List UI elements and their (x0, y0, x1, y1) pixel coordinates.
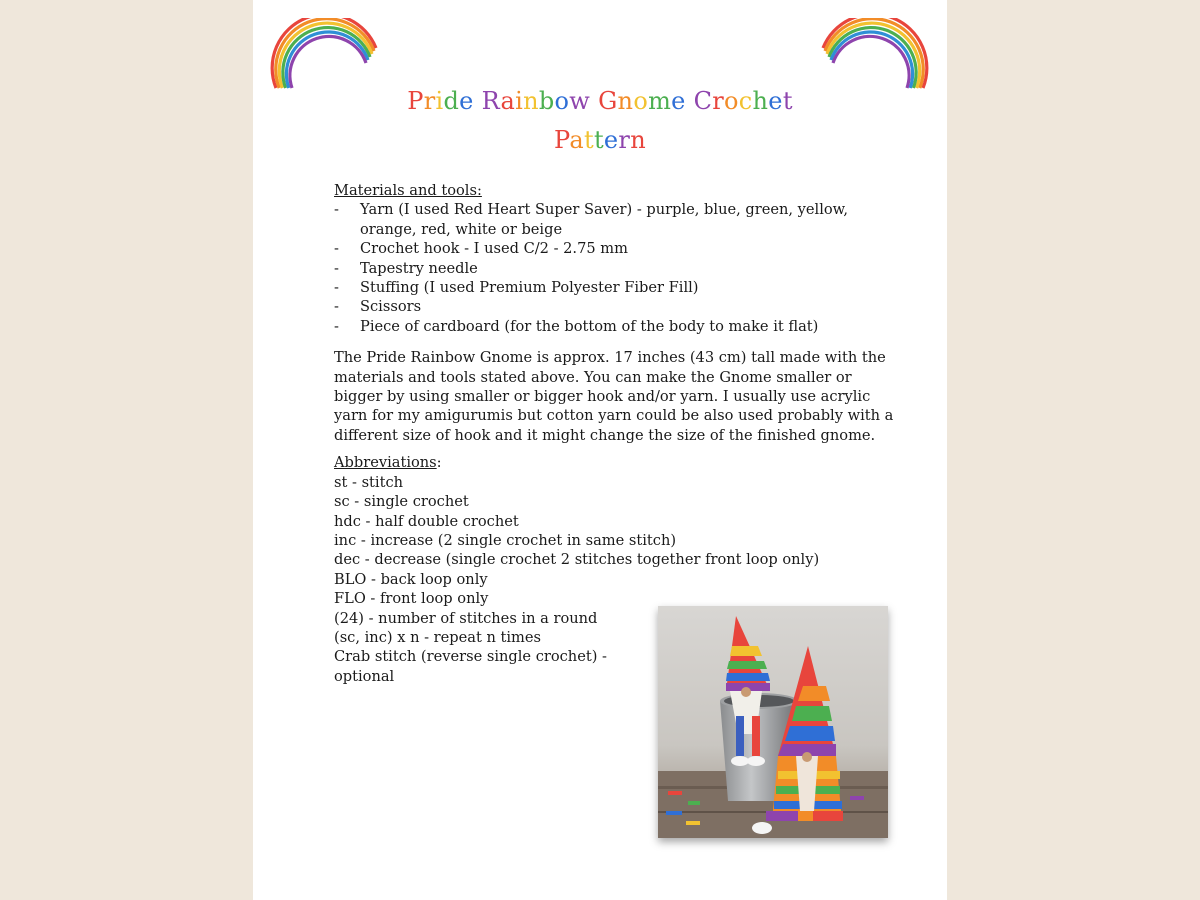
abbreviation-item: hdc - half double crochet (334, 512, 519, 530)
abbreviation-item: dec - decrease (single crochet 2 stitches together front loop only) (334, 551, 820, 569)
materials-item-text: Yarn (I used Red Heart Super Saver) - purple, blue, green, yellow, orange, red, white or beige (360, 201, 849, 238)
materials-item-text: Crochet hook - I used C/2 - 2.75 mm (360, 240, 628, 258)
abbreviation-item: st - stitch (334, 473, 404, 491)
bullet-dash: - (334, 240, 339, 258)
materials-item (334, 317, 894, 336)
abbreviation-item: inc - increase (2 single crochet in same stitch) (334, 531, 677, 549)
title-line-2: Pattern (554, 126, 646, 154)
bullet-dash: - (334, 279, 339, 297)
abbreviation-item: (sc, inc) x n - repeat n times (334, 628, 542, 646)
materials-item (334, 278, 894, 297)
bullet-dash: - (334, 259, 339, 277)
materials-item (334, 200, 894, 239)
materials-item (334, 239, 894, 258)
title-line-1: Pride Rainbow Gnome Crochet (407, 87, 793, 115)
abbreviations-heading-colon: : (436, 454, 442, 472)
abbreviations-heading: Abbreviations (334, 454, 437, 472)
materials-item (334, 297, 894, 316)
materials-list (334, 200, 894, 336)
materials-item-text: Piece of cardboard (for the bottom of the body to make it flat) (360, 317, 819, 335)
materials-item-text: Stuffing (I used Premium Polyester Fiber Fill) (360, 279, 699, 297)
materials-item-text: Scissors (360, 298, 422, 316)
abbreviation-item: sc - single crochet (334, 493, 469, 511)
abbreviation-item: FLO - front loop only (334, 590, 489, 608)
description-paragraph: The Pride Rainbow Gnome is approx. 17 inches (43 cm) tall made with the materials and tools stated above. You can make the Gnome smaller or bigger by using smaller or bigger hook and/or yarn. I usually use acrylic yarn for my amigurumis but cotton yarn could be also used probably with a different size of hook and it might change the size of the finished gnome. (334, 349, 894, 444)
page-title (253, 82, 947, 160)
bullet-dash: - (334, 201, 339, 219)
materials-heading: Materials and tools: (334, 182, 482, 199)
materials-item-text: Tapestry needle (360, 259, 478, 277)
abbreviation-item: BLO - back loop only (334, 570, 488, 588)
bullet-dash: - (334, 317, 339, 335)
materials-item (334, 259, 894, 278)
gnome-photo-illustration (658, 606, 888, 838)
abbreviation-item: (24) - number of stitches in a round (334, 609, 598, 627)
gnome-photo (658, 606, 888, 838)
document-page (253, 0, 947, 900)
abbreviation-item: optional (334, 667, 395, 685)
abbreviation-item: Crab stitch (reverse single crochet) - (334, 648, 607, 666)
bullet-dash: - (334, 298, 339, 316)
